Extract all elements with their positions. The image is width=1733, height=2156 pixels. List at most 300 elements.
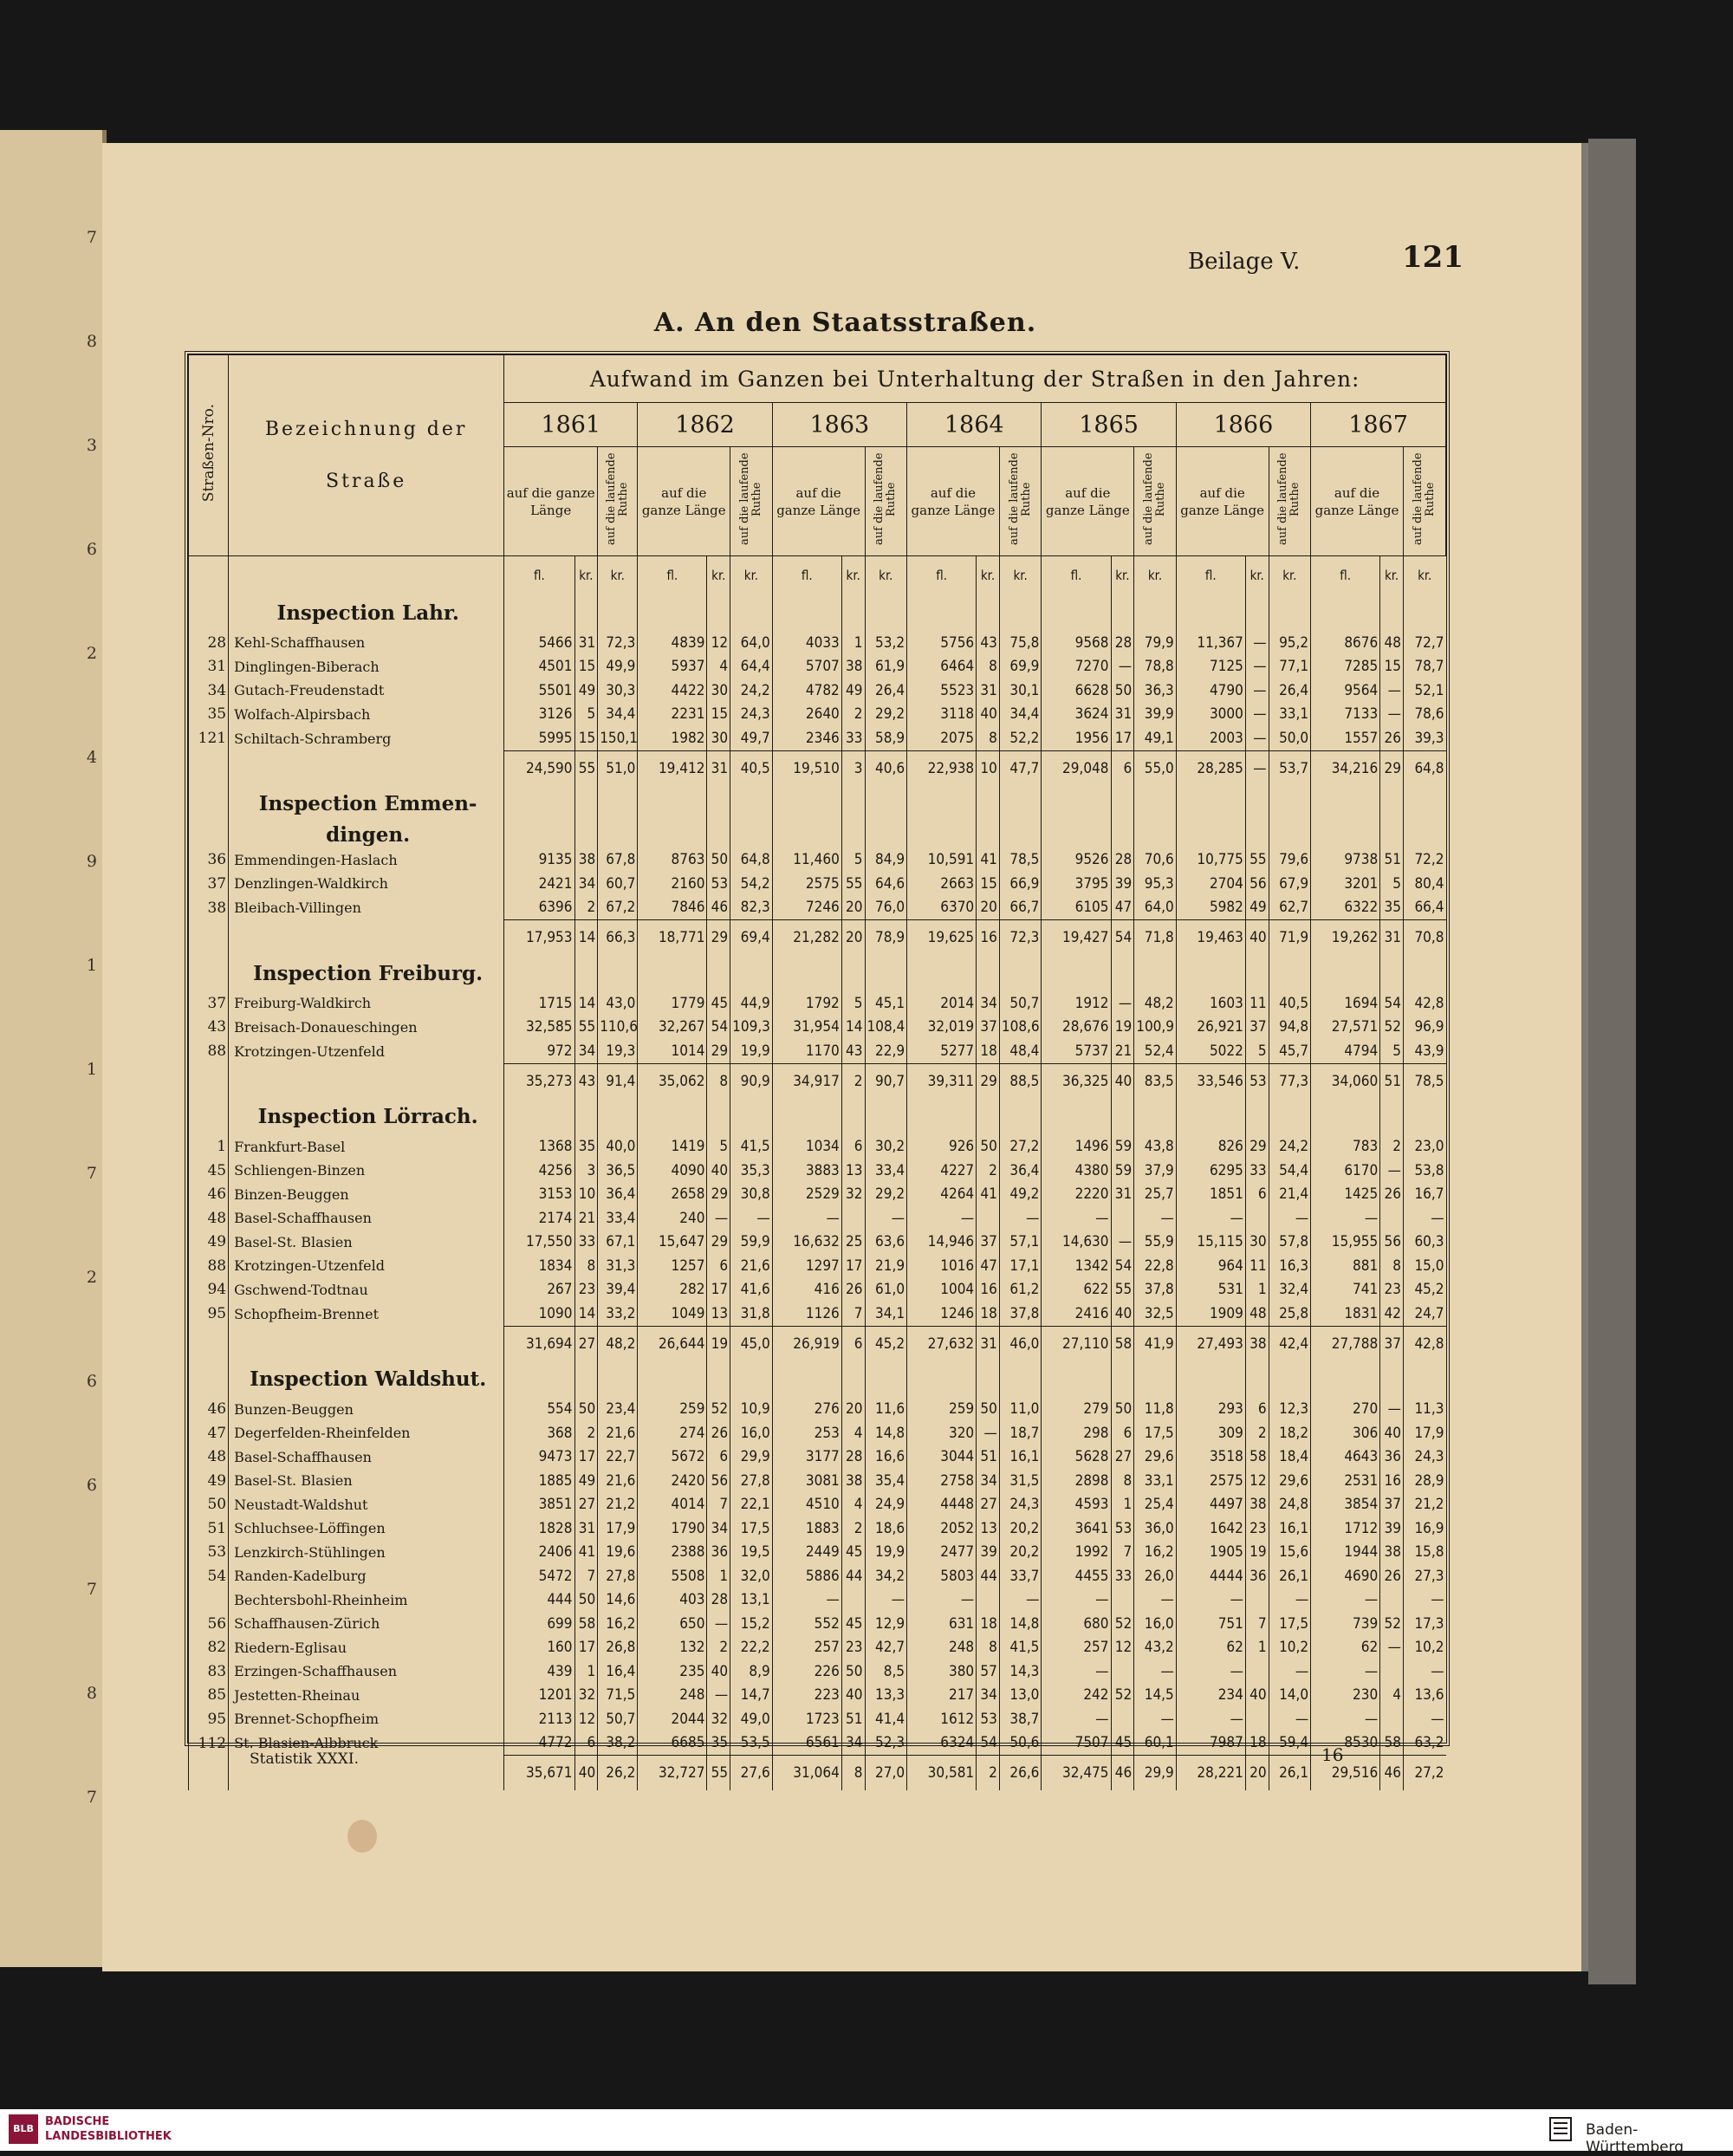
value-cell: 78,6 [1403, 703, 1445, 727]
value-cell: 25,4 [1134, 1493, 1177, 1517]
unit-fl: fl. [772, 556, 841, 595]
value-cell: 242 [1042, 1684, 1111, 1708]
value-cell: 79,6 [1269, 848, 1311, 873]
value-cell: 28 [841, 1445, 865, 1470]
sum-cell: 46 [1380, 1756, 1404, 1791]
value-cell: 54,2 [730, 872, 773, 896]
value-cell: 6 [841, 1135, 865, 1159]
value-cell: 4 [841, 1421, 865, 1445]
value-cell: — [1245, 679, 1269, 703]
value-cell: 8530 [1311, 1731, 1380, 1756]
value-cell: 2416 [1042, 1302, 1111, 1326]
section-title: Inspection Lahr. [229, 594, 504, 631]
sub-header-total: auf die ganze Länge [772, 447, 865, 556]
value-cell: 2044 [638, 1707, 707, 1731]
year-header: 1867 [1311, 403, 1446, 447]
value-cell: 32,5 [1134, 1302, 1177, 1326]
value-cell: 11,0 [999, 1398, 1042, 1422]
value-cell: 33 [1245, 1159, 1269, 1183]
value-cell: 25 [841, 1231, 865, 1255]
sum-cell: 35,671 [504, 1756, 574, 1791]
sum-cell: 51 [1380, 1063, 1404, 1099]
value-cell: 368 [504, 1421, 574, 1445]
value-cell: 4690 [1311, 1564, 1380, 1588]
value-cell: 5 [1380, 1039, 1404, 1063]
value-cell: 1712 [1311, 1516, 1380, 1541]
empty-cell [865, 1361, 907, 1398]
year-header: 1865 [1042, 403, 1176, 447]
value-cell: 27 [574, 1493, 598, 1517]
empty-cell [907, 786, 977, 822]
sub-header-total: auf die ganze Länge [1311, 447, 1404, 556]
value-cell: — [1403, 1206, 1445, 1231]
value-cell: 14,6 [598, 1588, 638, 1613]
sum-cell: 31 [977, 1326, 1000, 1361]
unit-fl: fl. [1176, 556, 1245, 595]
empty-cell [638, 786, 707, 822]
value-cell: 34 [574, 872, 598, 896]
sum-name-empty [229, 1326, 504, 1361]
empty-cell [907, 822, 977, 848]
value-cell: — [707, 1684, 730, 1708]
road-name: Basel-Schaffhausen [229, 1206, 504, 1231]
table-row [189, 1421, 1446, 1445]
value-cell: 50 [1111, 1398, 1134, 1422]
value-cell: 10,2 [1403, 1636, 1445, 1660]
value-cell: 5 [841, 848, 865, 873]
value-cell: 29 [707, 1039, 730, 1063]
value-cell: 23 [841, 1636, 865, 1660]
value-cell: 1126 [772, 1302, 841, 1326]
table-row [189, 1254, 1446, 1278]
value-cell: 32,267 [638, 1016, 707, 1040]
value-cell: 17,3 [1403, 1612, 1445, 1636]
empty-cell [772, 955, 841, 991]
road-name: Wolfach-Alpirsbach [229, 703, 504, 727]
value-cell: 3118 [907, 703, 977, 727]
value-cell: 5628 [1042, 1445, 1111, 1470]
value-cell: 31 [1111, 1183, 1134, 1207]
value-cell: 14,8 [999, 1612, 1042, 1636]
value-cell: — [1311, 1707, 1380, 1731]
empty-cell [638, 822, 707, 848]
value-cell: 17,5 [1134, 1421, 1177, 1445]
value-cell: 309 [1176, 1421, 1245, 1445]
empty-cell [865, 1099, 907, 1135]
empty-cell [1403, 786, 1445, 822]
sum-cell: 88,5 [999, 1063, 1042, 1099]
value-cell: 67,1 [598, 1231, 638, 1255]
road-name: Bunzen-Beuggen [229, 1398, 504, 1422]
blb-logo[interactable]: BLB [9, 2114, 38, 2144]
value-cell: — [1042, 1707, 1111, 1731]
value-cell: 15 [977, 872, 1000, 896]
value-cell: 13 [977, 1516, 1000, 1541]
value-cell: 50,0 [1269, 726, 1311, 750]
sum-name-empty [229, 1063, 504, 1099]
empty-cell [707, 955, 730, 991]
value-cell: 33 [841, 726, 865, 750]
empty-cell [1176, 955, 1245, 991]
value-cell: 279 [1042, 1398, 1111, 1422]
value-cell: 14 [574, 991, 598, 1016]
value-cell: 45 [841, 1541, 865, 1565]
section-header-row [189, 786, 1446, 822]
value-cell: 1603 [1176, 991, 1245, 1016]
value-cell: — [1111, 1231, 1134, 1255]
value-cell: 1905 [1176, 1541, 1245, 1565]
value-cell: 28 [1111, 631, 1134, 655]
value-cell: 276 [772, 1398, 841, 1422]
value-cell: 54 [707, 1016, 730, 1040]
value-cell: — [1311, 1659, 1380, 1684]
value-cell: 2 [1245, 1421, 1269, 1445]
value-cell: 15,647 [638, 1231, 707, 1255]
value-cell: 7125 [1176, 655, 1245, 679]
value-cell: 19,3 [598, 1039, 638, 1063]
value-cell: 67,2 [598, 896, 638, 920]
value-cell: 9564 [1311, 679, 1380, 703]
road-name: Breisach-Donaueschingen [229, 1016, 504, 1040]
value-cell: 439 [504, 1659, 574, 1684]
empty-cell [1380, 786, 1404, 822]
road-number [189, 1588, 229, 1613]
road-number: 94 [189, 1278, 229, 1302]
empty-cell [574, 786, 598, 822]
value-cell: 42,7 [865, 1636, 907, 1660]
value-cell: 7 [1245, 1612, 1269, 1636]
value-cell: 33,7 [999, 1564, 1042, 1588]
value-cell: 41,6 [730, 1278, 773, 1302]
empty-cell [574, 1099, 598, 1135]
value-cell: 1612 [907, 1707, 977, 1731]
value-cell: 37,8 [1134, 1278, 1177, 1302]
value-cell: 49 [841, 679, 865, 703]
value-cell: 16,2 [1134, 1541, 1177, 1565]
value-cell: 17 [841, 1254, 865, 1278]
value-cell: 8,9 [730, 1659, 773, 1684]
value-cell: 1912 [1042, 991, 1111, 1016]
value-cell: 26 [841, 1278, 865, 1302]
sum-cell: 90,7 [865, 1063, 907, 1099]
value-cell: 12 [707, 631, 730, 655]
value-cell: 41 [977, 1183, 1000, 1207]
value-cell: 37 [977, 1016, 1000, 1040]
sum-cell: 2 [977, 1756, 1000, 1791]
sum-cell: 26,6 [999, 1756, 1042, 1791]
sum-cell: 77,3 [1269, 1063, 1311, 1099]
road-number: 112 [189, 1731, 229, 1756]
value-cell: 7507 [1042, 1731, 1111, 1756]
unit-kr-rute: kr. [1403, 556, 1445, 595]
empty-cell [1380, 822, 1404, 848]
value-cell: 8 [977, 1636, 1000, 1660]
value-cell: 7270 [1042, 655, 1111, 679]
sum-cell: 45,2 [865, 1326, 907, 1361]
value-cell: 50,7 [598, 1707, 638, 1731]
value-cell: 926 [907, 1135, 977, 1159]
value-cell: 17 [574, 1636, 598, 1660]
value-cell: 1883 [772, 1516, 841, 1541]
blb-name[interactable] [45, 2114, 172, 2144]
value-cell: 31,8 [730, 1302, 773, 1326]
value-cell: 5737 [1042, 1039, 1111, 1063]
sub-header-rute-text: auf die laufende Ruthe [1141, 452, 1167, 546]
value-cell: — [1380, 703, 1404, 727]
value-cell: 53 [1111, 1516, 1134, 1541]
value-cell: 5501 [504, 679, 574, 703]
left-margin-number: 8 [86, 1684, 97, 1703]
value-cell: 29 [1245, 1135, 1269, 1159]
value-cell: 14,5 [1134, 1684, 1177, 1708]
value-cell: 9526 [1042, 848, 1111, 873]
value-cell: 75,8 [999, 631, 1042, 655]
value-cell: 1885 [504, 1469, 574, 1493]
value-cell: 1034 [772, 1135, 841, 1159]
value-cell: 16,4 [598, 1659, 638, 1684]
value-cell: 20,2 [999, 1541, 1042, 1565]
value-cell: 28,9 [1403, 1469, 1445, 1493]
empty-cell [1111, 955, 1134, 991]
unit-fl: fl. [1311, 556, 1380, 595]
value-cell: 33 [574, 1231, 598, 1255]
empty-cell [1403, 955, 1445, 991]
value-cell: 55 [1245, 848, 1269, 873]
value-cell: 82,3 [730, 896, 773, 920]
sum-cell: 46,0 [999, 1326, 1042, 1361]
value-cell: 34,4 [598, 703, 638, 727]
value-cell: 12 [574, 1707, 598, 1731]
value-cell: — [1245, 655, 1269, 679]
empty-cell [977, 1361, 1000, 1398]
value-cell: 23 [574, 1278, 598, 1302]
value-cell: 35 [1380, 896, 1404, 920]
sum-cell: 20 [1245, 1756, 1269, 1791]
page-number: 121 [1402, 240, 1464, 275]
empty-cell [1042, 594, 1111, 631]
value-cell: 19,5 [730, 1541, 773, 1565]
value-cell: 26,921 [1176, 1016, 1245, 1040]
section-title: Inspection Freiburg. [229, 955, 504, 991]
value-cell: 45,7 [1269, 1039, 1311, 1063]
value-cell: 95,2 [1269, 631, 1311, 655]
empty-cell [1042, 822, 1111, 848]
road-name: Gschwend-Todtnau [229, 1278, 504, 1302]
empty-cell [707, 594, 730, 631]
value-cell: 16,632 [772, 1231, 841, 1255]
value-cell: 257 [772, 1636, 841, 1660]
sum-cell: 28,221 [1176, 1756, 1245, 1791]
road-name: Krotzingen-Utzenfeld [229, 1254, 504, 1278]
table-row [189, 1493, 1446, 1517]
left-margin-number: 7 [86, 228, 97, 247]
value-cell: 14 [841, 1016, 865, 1040]
value-cell: 1834 [504, 1254, 574, 1278]
col-header-group: Aufwand im Ganzen bei Unterhaltung der Straßen in den Jahren: [504, 355, 1446, 403]
value-cell: 9568 [1042, 631, 1111, 655]
value-cell: 61,2 [999, 1278, 1042, 1302]
value-cell: 1944 [1311, 1541, 1380, 1565]
sum-cell: 28,285 [1176, 750, 1245, 786]
empty-cell [1311, 1099, 1380, 1135]
value-cell: 31 [574, 1516, 598, 1541]
value-cell: 25,7 [1134, 1183, 1177, 1207]
value-cell: 14,630 [1042, 1231, 1111, 1255]
value-cell: 10,9 [730, 1398, 773, 1422]
value-cell [1380, 1588, 1404, 1613]
empty-cell [1042, 786, 1111, 822]
value-cell: — [1380, 1636, 1404, 1660]
value-cell: 4455 [1042, 1564, 1111, 1588]
value-cell: 39 [1111, 872, 1134, 896]
value-cell: 24,2 [1269, 1135, 1311, 1159]
value-cell: 15,115 [1176, 1231, 1245, 1255]
value-cell: 8676 [1311, 631, 1380, 655]
value-cell: 306 [1311, 1421, 1380, 1445]
sum-cell: 8 [707, 1063, 730, 1099]
sum-cell: 29 [1380, 750, 1404, 786]
value-cell: 1792 [772, 991, 841, 1016]
sum-cell: 26,1 [1269, 1756, 1311, 1791]
sum-cell: 27,788 [1311, 1326, 1380, 1361]
value-cell: 29,9 [730, 1445, 773, 1470]
value-cell: 60,7 [598, 872, 638, 896]
value-cell: 63,2 [1403, 1731, 1445, 1756]
sum-cell: 16 [977, 920, 1000, 956]
value-cell: 43,8 [1134, 1135, 1177, 1159]
value-cell: 14,7 [730, 1684, 773, 1708]
empty-cell [1134, 955, 1177, 991]
value-cell: 31 [1111, 703, 1134, 727]
value-cell: 26,0 [1134, 1564, 1177, 1588]
value-cell: 67,9 [1269, 872, 1311, 896]
sub-header-rute [730, 447, 773, 556]
sum-cell: — [1245, 750, 1269, 786]
value-cell: 35,3 [730, 1159, 773, 1183]
sum-cell: 3 [841, 750, 865, 786]
road-name: Denzlingen-Waldkirch [229, 872, 504, 896]
value-cell: — [1380, 1159, 1404, 1183]
value-cell: 3201 [1311, 872, 1380, 896]
sum-cell: 17,953 [504, 920, 574, 956]
bw-label[interactable]: Baden-Württemberg [1586, 2121, 1684, 2156]
bw-crest-icon[interactable] [1549, 2114, 1572, 2144]
value-cell: 41 [574, 1541, 598, 1565]
value-cell: 8 [977, 726, 1000, 750]
value-cell: 26 [1380, 1183, 1404, 1207]
empty-cell [730, 1099, 773, 1135]
table-row [189, 1159, 1446, 1183]
road-number: 35 [189, 703, 229, 727]
section-nr-empty [189, 822, 229, 848]
value-cell: 1851 [1176, 1183, 1245, 1207]
empty-cell [1111, 1361, 1134, 1398]
empty-cell [865, 786, 907, 822]
value-cell: 4790 [1176, 679, 1245, 703]
sub-header-rute-text: auf die laufende Ruthe [604, 452, 630, 546]
value-cell: 7133 [1311, 703, 1380, 727]
paper-stain [347, 1820, 377, 1853]
value-cell: 26,4 [1269, 679, 1311, 703]
value-cell: 6295 [1176, 1159, 1245, 1183]
value-cell: 3 [574, 1159, 598, 1183]
empty-cell [1311, 822, 1380, 848]
value-cell: — [1269, 1707, 1311, 1731]
empty-cell [638, 1099, 707, 1135]
value-cell: 47 [977, 1254, 1000, 1278]
value-cell: 61,0 [865, 1278, 907, 1302]
section-header-row [189, 955, 1446, 991]
empty-cell [865, 822, 907, 848]
sum-cell: 36,325 [1042, 1063, 1111, 1099]
value-cell: 3000 [1176, 703, 1245, 727]
value-cell: 4 [841, 1493, 865, 1517]
value-cell: 52,4 [1134, 1039, 1177, 1063]
value-cell: 45 [707, 991, 730, 1016]
col-header-bezeichnung: Bezeichnung der Straße [229, 355, 504, 556]
sub-header-total: auf die ganze Länge [1042, 447, 1134, 556]
value-cell: 37,8 [999, 1302, 1042, 1326]
value-cell: 20 [841, 896, 865, 920]
value-cell: 6322 [1311, 896, 1380, 920]
value-cell: 72,3 [598, 631, 638, 655]
sum-cell: 19,463 [1176, 920, 1245, 956]
value-cell: 26 [1380, 726, 1404, 750]
value-cell: 95,3 [1134, 872, 1177, 896]
value-cell: 45 [1111, 1731, 1134, 1756]
sub-header-rute [598, 447, 638, 556]
empty-cell [999, 1361, 1042, 1398]
value-cell: 24,9 [865, 1493, 907, 1517]
empty-cell [1134, 1099, 1177, 1135]
value-cell: 6 [574, 1731, 598, 1756]
sub-header-total: auf die ganze Länge [504, 447, 598, 556]
value-cell: — [1111, 991, 1134, 1016]
left-margin-number: 3 [86, 436, 97, 455]
value-cell: 25,8 [1269, 1302, 1311, 1326]
value-cell: 230 [1311, 1684, 1380, 1708]
value-cell: 27 [1111, 1445, 1134, 1470]
sum-cell: 20 [841, 920, 865, 956]
value-cell: 29,6 [1269, 1469, 1311, 1493]
table-row [189, 679, 1446, 703]
value-cell: 41,4 [865, 1707, 907, 1731]
road-number: 50 [189, 1493, 229, 1517]
value-cell: 21 [574, 1206, 598, 1231]
value-cell: 23 [1245, 1516, 1269, 1541]
value-cell: 1723 [772, 1707, 841, 1731]
value-cell: 29,6 [1134, 1445, 1177, 1470]
value-cell: 16,1 [1269, 1516, 1311, 1541]
value-cell [1245, 1659, 1269, 1684]
value-cell: 66,9 [999, 872, 1042, 896]
value-cell: 2113 [504, 1707, 574, 1731]
value-cell: 34,1 [865, 1302, 907, 1326]
value-cell: 59,4 [1269, 1731, 1311, 1756]
empty-cell [1134, 594, 1177, 631]
value-cell: 33 [1111, 1564, 1134, 1588]
left-margin-number: 7 [86, 1580, 97, 1599]
value-cell: 40 [707, 1159, 730, 1183]
sum-cell: 27,110 [1042, 1326, 1111, 1361]
sum-cell: 48,2 [598, 1326, 638, 1361]
value-cell: 33,1 [1134, 1469, 1177, 1493]
value-cell: 21,2 [598, 1493, 638, 1517]
empty-cell [1176, 1361, 1245, 1398]
value-cell: 30,3 [598, 679, 638, 703]
value-cell [1111, 1659, 1134, 1684]
road-number: 38 [189, 896, 229, 920]
